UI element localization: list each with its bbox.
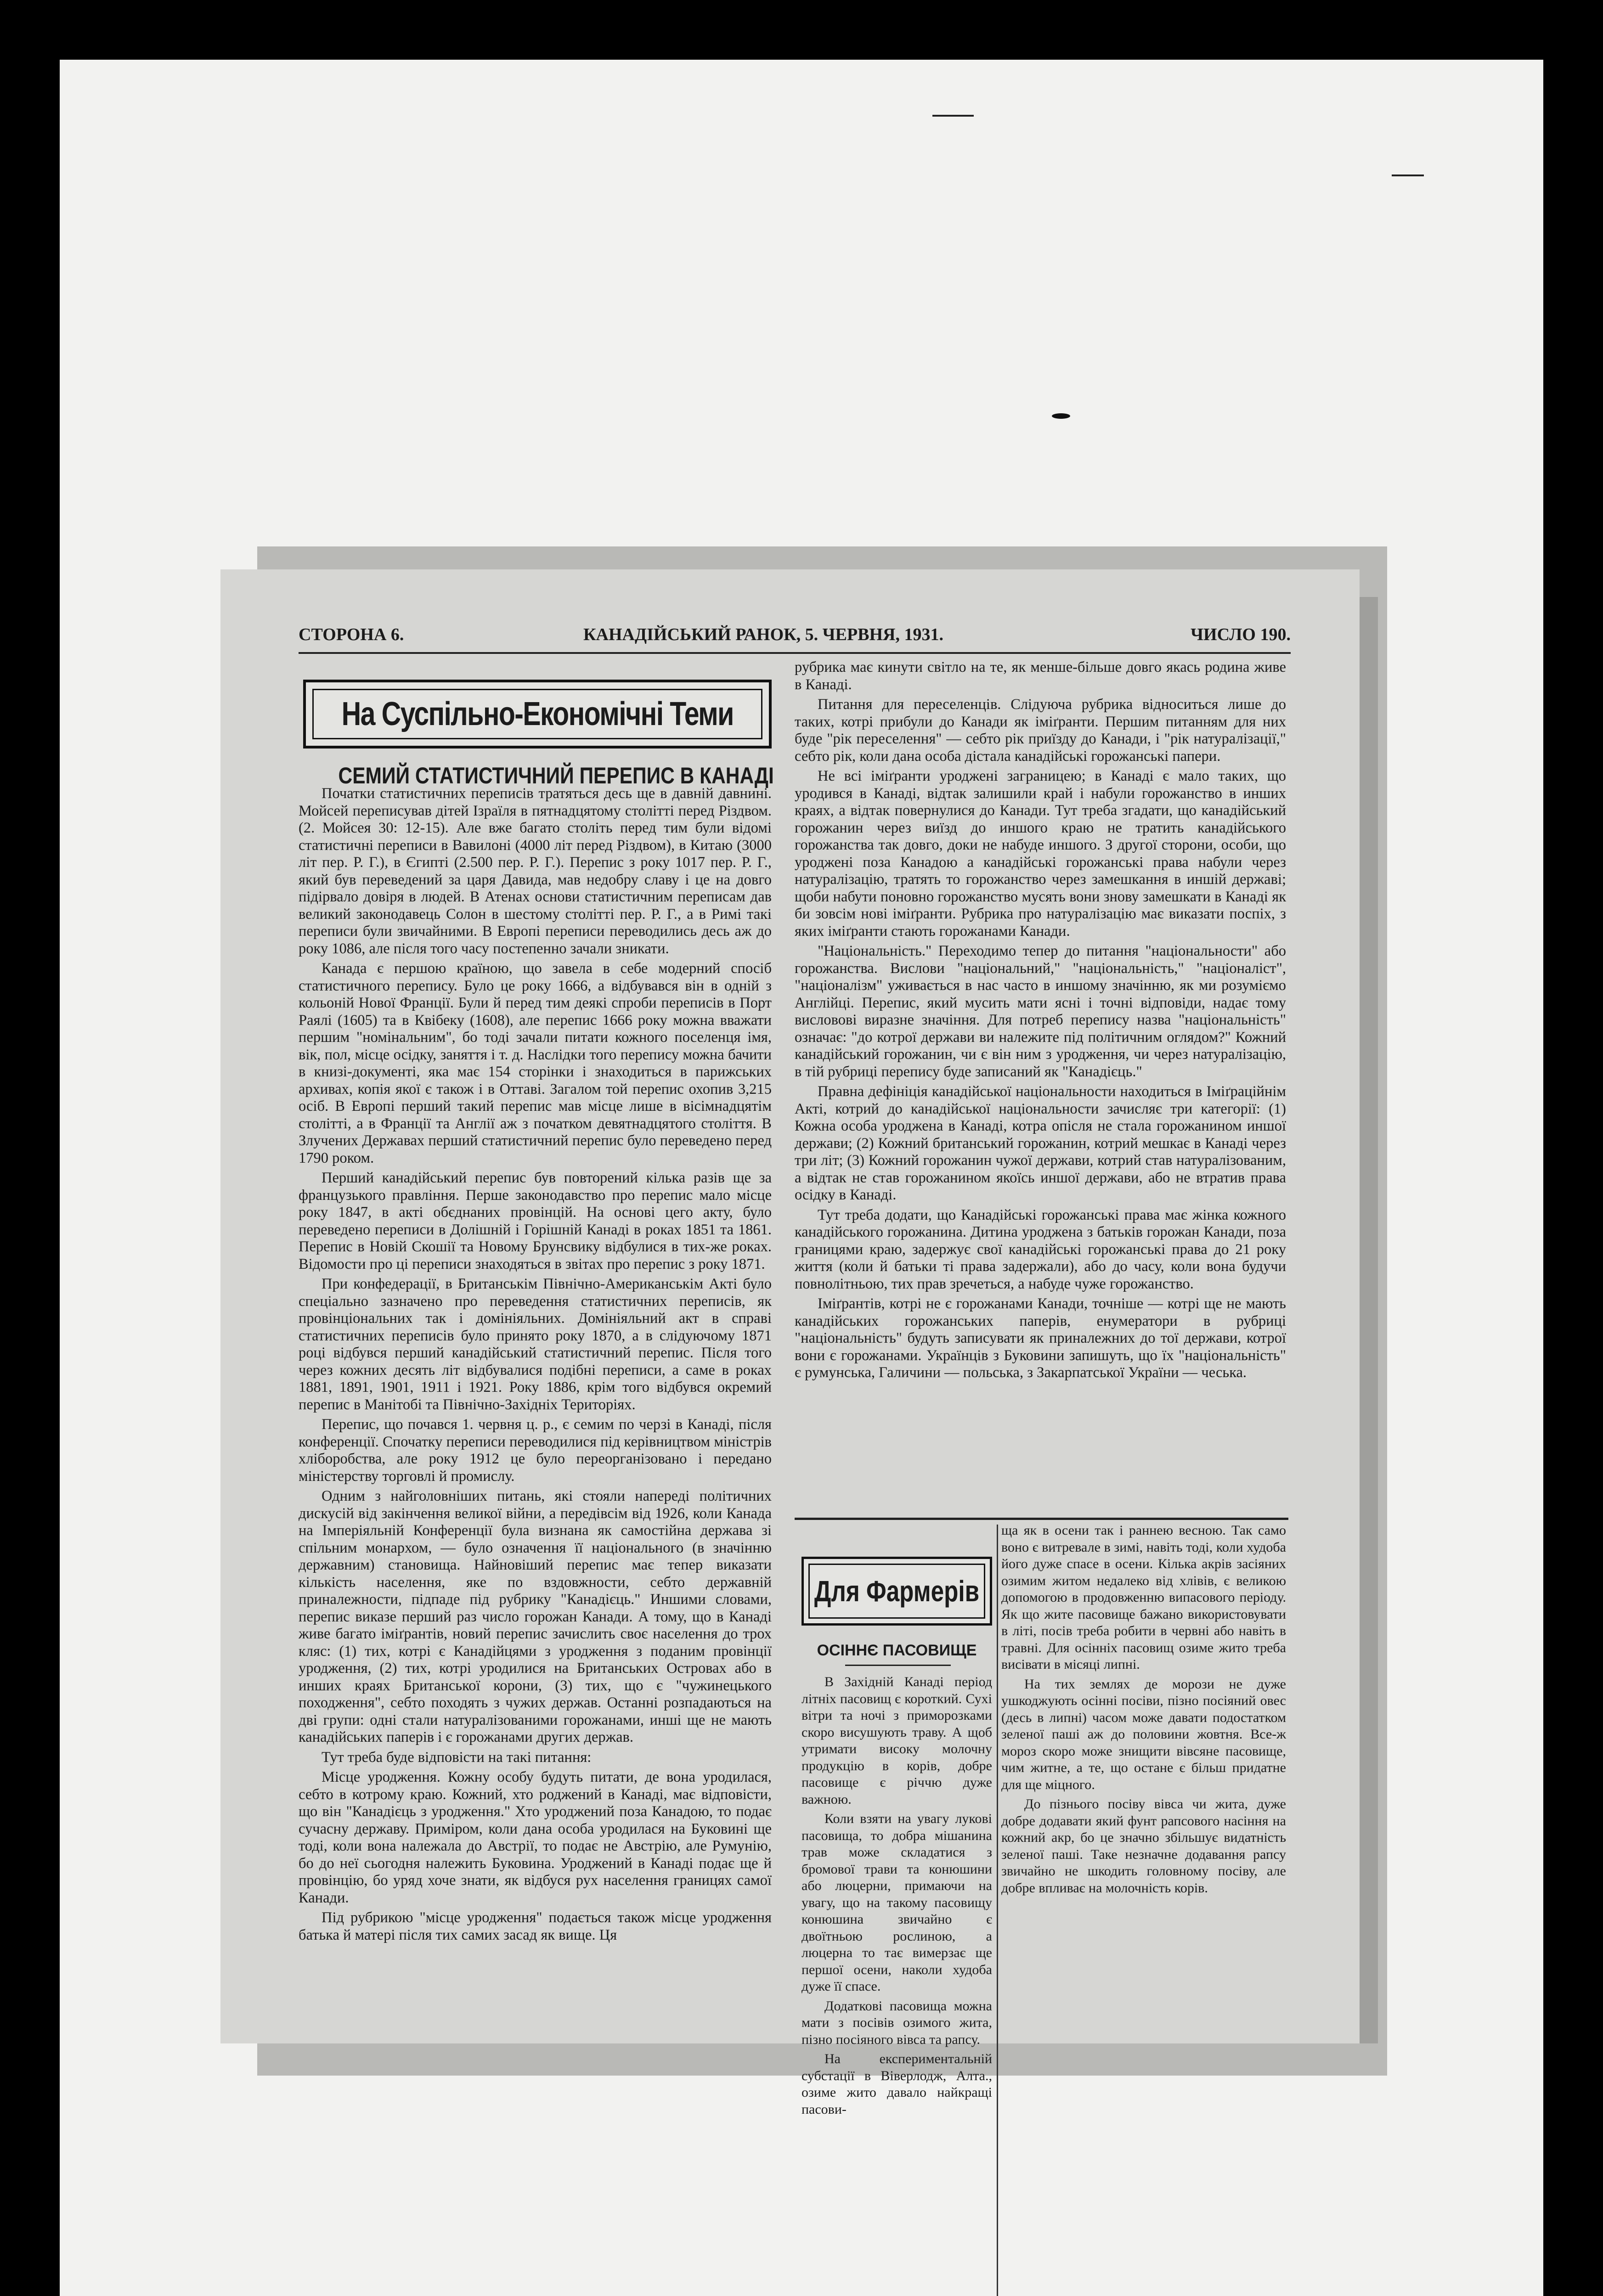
column-divider <box>997 1525 998 2296</box>
newspaper-page <box>220 569 1360 2117</box>
article-paragraph: При конфедерації, в Британськім Північно-Американськім Акті було спеціально зазначено про переведення статистичних переписів, як провінціональних так і домініяльних. Домініяльний акт в справі статистичних переписів було принято року 1870, а в слідуючому 1871 році відбувся перший канадійський статистичний перепис. Після того через кожних десять літ відбувалися подібні переписи, а саме в роках 1881, 1891, 1901, 1911 і 1921. Року 1886, крім того відбувся окремий перепис в Манітобі та Північно-Західніх Територіях. <box>299 1276 772 1413</box>
article-paragraph: Тут треба буде відповісти на такі питання: <box>322 1749 592 1766</box>
issue-number: ЧИСЛО 190. <box>1191 625 1291 644</box>
article-paragraph: Правна дефініція канадійської національности находиться в Іміґраційнім Акті, котрий до канадійської національности зачисляє три категорії: (1) Кожна особа уроджена в Канаді, котра опісля не стала горожанином иншої держави; (2) Кожний британський горожанин, котрий мешкає в Канаді через три літ; (3) Кожний горожанин чужої держави, котрий став натуралізованим, а відтак не став горожанином якоїсь иншої держави, або не втратив права осідку в Канаді. <box>795 1083 1286 1203</box>
farmers-banner-title: Для Фармерів <box>814 1575 980 1608</box>
article-paragraph: Канада є першою країною, що завела в себе модерний спосіб статистичного перепису. Було це року 1666, а відбувався він в одній з кольоній Нової Франції. Були й перед тим деякі спроби переписів в Порт Раялі (1605) та в Квібеку (1608), але перепис 1666 року можна вважати першим "номінальним", бо тоді зачали питати кожного поселенця імя, вік, пол, місце осідку, заняття і т. д. Наслідки того перепису можна бачити в книзі-документі, яка має 154 сторінки і знаходиться в парижських архивах, копія якої є також і в Оттаві. Загалом той перепис охопив 3,215 осіб. В Европі перший такий перепис мав місце лише в вісімнадцятім столітті, а в Франції та Англії аж з початком девятнадцятого століття. В Злучених Державах перший статистичний перепис було переведено перед 1790 роком. <box>299 960 772 1166</box>
section-banner-title: На Суспільно-Економічні Теми <box>341 696 734 732</box>
article-paragraph: Питання для переселенців. Слідуюча рубрика відноситься лише до таких, котрі прибули до Канади як іміґранти. Першим питанням для них буде "рік переселення" — себто рік приїзду до Канади, і "рік натуралізації," себто рік, коли дана особа дістала канадійські горожанські папери. <box>795 696 1286 765</box>
article-paragraph: Перепис, що почався 1. червня ц. р., є семим по черзі в Канаді, після конференції. Спочатку переписи переводилися під керівництвом міністрів хліборобства, але року 1912 це було переорганізовано і передано міністерству торговлі й промислу. <box>299 1416 772 1485</box>
film-scratch <box>1392 174 1424 176</box>
article-paragraph: Тут треба додати, що Канадійські горожанські права має жінка кожного канадійського горожанина. Дитина уроджена з батьків горожан Канади, поза границями краю, задержує свої канадійські горожанські права до 21 року життя (коли й батьки ті права задержали), або до часу, коли вона будучи повнолітньою, тих прав зречеться, а набуде чуже горожанство. <box>795 1206 1286 1292</box>
article-paragraph: Перший канадійський перепис був повторений кілька разів ще за французького правління. Перше законодавство про перепис мало місце року 1847, в акті обєднаних провінцій. На основі цего акту, було переведено переписи в Долішній і Горішній Канаді в роках 1851 та 1861. Перепис в Новій Скошії та Новому Брунсвику відбулися в тих-же роках. Відомости про ці переписи знаходяться в звітах про перепис з року 1871. <box>299 1170 772 1272</box>
farmers-banner <box>802 1557 992 1626</box>
farmers-paragraph: До пізнього посіву вівса чи жита, дуже добре додавати який фунт рапсового насіння на кожний акр, бо це значно збільшує видатність зеленої паші. Таке незначне додавання рапсу звичайно не шкодить головному посіву, але добре впливає на молочність корів. <box>1001 1796 1286 1896</box>
article-paragraph: Одним з найголовніших питань, які стояли напереді політичних дискусій від закінчення великої війни, а передівсім від 1926, коли Канада на Імперіяльній Конференції була визнана як самостійна держава зі спільним монархом, — було означення її національного (в значінню державним) становища. Найновіший перепис має тепер виказати кількість населення, яке по вздовжности, себто державній приналежности, підпаде під рубрику "Канадієць." Иншими словами, перепис виказе перший раз число горожан Канади. А тому, що в Канаді живе багато іміґрантів, новий перепис зачислить своє населення до трох кляс: (1) тих, котрі є Канадійцями з уродження з поданим провінції уродження, (2) тих, котрі уродилися на Британських Островах або в инших краях Британської корони, (3) тих, що є "чужинецького походження", себто походять з чужих держав. Останні розпадаються на дві групи: одні стали натуралізованими горожанами, инші ще не мають канадійських паперів і є горожанами других держав. <box>299 1488 772 1745</box>
article-paragraph: Під рубрикою "місце уродження" подається також місце уродження батька й матері після тих самих засад як вище. Ця <box>299 1909 772 1943</box>
farmers-paragraph: Додаткові пасовища можна мати з посівів озимого жита, пізно посіяного вівса та рапсу. <box>802 1998 992 2047</box>
article-left-column <box>299 785 772 1947</box>
newspaper-masthead: КАНАДІЙСЬКИЙ РАНОК, 5. ЧЕРВНЯ, 1931. <box>583 625 943 644</box>
article-paragraph: Іміґрантів, котрі не є горожанами Канади, точніше — котрі ще не мають канадійських горожанських паперів, енумератори в рубриці "національність" будуть записувати як приналежних до тої держави, котрої вони є горожанами. Українців з Буковини запишуть, що їх "національність" є румунська, Галичини — польська, з Закарпатської України — чеська. <box>795 1295 1286 1381</box>
farmers-left-column <box>802 1674 992 2121</box>
farmers-paragraph: ща як в осени так і раннею весною. Так само воно є витревале в зимі, навіть тоді, коли худоба його дуже спасе в осени. Кілька акрів засіяних озимим житом недалеко від хлівів, є великою допомогою в продовженню випасового періоду. Як що жите пасовище бажано використовувати в літі, посів треба робити в червні або навіть в травні. Для осінніх пасовищ озиме жито треба висівати в місяці липні. <box>1001 1523 1286 1672</box>
film-speck <box>1052 413 1070 419</box>
farmers-paragraph: В Західній Канаді період літніх пасовищ є короткий. Сухі вітри та ночі з приморозками скоро висушують траву. А щоб утримати високу молочну продукцію в корів, добре пасовище є річчю дуже важною. <box>802 1674 992 1807</box>
farmers-right-column <box>1001 1522 1286 1899</box>
article-paragraph: рубрика має кинути світло на те, як менше-більше довго якась родина живе в Канаді. <box>795 659 1286 693</box>
farmers-title-rule <box>845 1665 951 1666</box>
farmers-paragraph: Коли взяти на увагу лукові пасовища, то добра мішанина трав може складатися з бромової трави та конюшини або люцерни, примаючи на увагу, що на такому пасовищу конюшина звичайно є двоїтньою рослиною, а люцерна то тає вимерзає ще першої осени, наколи худоба дуже її спасе. <box>802 1811 992 1994</box>
article-right-column <box>795 659 1286 1384</box>
header-rule <box>299 652 1291 654</box>
article-paragraph: Місце уродження. Кожну особу будуть питати, де вона уродилася, себто в котрому краю. Кожний, хто роджений в Канаді, має відповісти, що він "Канадієць з уродження." Хто уроджений поза Канадою, то подає сучасну державу. Приміром, коли дана особа уродилася на Буковині ще тоді, коли вона належала до Австрії, то подає не Австрію, але Румунію, бо до неї сьогодня належить Буковина. Уроджений в Канаді подає ще й провінцію, бо уряд хоче знати, як відбуся рух населення границях самої Канади. <box>299 1769 772 1906</box>
page-edge <box>1360 597 1378 2043</box>
farmers-paragraph: На експериментальній субстації в Віверлодж, Алта., озиме жито давало найкращі пасови- <box>802 2051 992 2117</box>
farmers-paragraph: На тих землях де морози не дуже ушкоджують осінні посіви, пізно посіяний овес (десь в липні) часом може давати подостатком зеленої паші аж до половини жовтня. Все-ж мороз скоро може знищити вівсяне пасовище, чим житне, а те, що остане є більш придатне для ще міцного. <box>1001 1676 1286 1792</box>
farmers-article-title: ОСІННЄ ПАСОВИЩЕ <box>817 1642 977 1659</box>
article-title: СЕМИЙ СТАТИСТИЧНИЙ ПЕРЕПИС В КАНАДІ <box>338 763 774 788</box>
section-divider <box>795 1518 1288 1520</box>
film-scratch <box>932 115 974 117</box>
page-number: СТОРОНА 6. <box>299 625 404 644</box>
article-paragraph: Початки статистичних переписів тратяться десь ще в давній давнині. Мойсей переписував дітей Ізраїля в пятнадцятому столітті перед Різдвом. (2. Мойсея 30: 12-15). Але вже багато століть перед тим були відомі статистичні переписи в Вавилоні (4000 літ перед Різдвом), в Китаю (3000 літ пер. Р. Г.), в Єгипті (2.500 пер. Р. Г.). Перепис з року 1017 пер. Р. Г., який був переведений за царя Давида, мав недобру славу і це на довго підірвало довіря в людей. В Атенах основи статистичним переписам дав великий законодавець Солон в шестому столітті пер. Р. Г., а в Римі такі переписи були звичайними. В Европі переписи переводились десь аж до року 1086, але після того часу постепенно зачали зникати. <box>299 785 772 957</box>
page-header <box>299 625 1291 652</box>
article-paragraph: Не всі іміґранти уроджені заграницею; в Канаді є мало таких, що уродився в Канаді, відтак залишили край і набули горожанство в инших краях, а відтак повернулися до Канади. Тут треба згадати, що канадійський горожанин через виїзд до иншого краю не тратить канадійського горожанства так довго, доки не набуде иншого. З другої сторони, особи, що уроджені поза Канадою а канадійські горожанські права набули через натуралізацію, тратять то горожанство через замешкання в иншій державі; щоби набути поновно горожанство мусять вони знову замешкати в Канаді як би зовсім нові іміґранти. Рубрика про натуралізацію має виказати поспіх, з яких іміґранти стають горожанами Канади. <box>795 768 1286 940</box>
section-banner <box>303 680 772 748</box>
article-paragraph: "Національність." Переходимо тепер до питання "національности" або горожанства. Вислови "національний," "національність," "націоналіст", "націоналізм" уживається в нас часто в иншому значінню, як ми розуміємо Англійці. Перепис, який мусить мати ясні і точні відповіди, надає тому висловові виразне значіння. Для потреб перепису назва "національність" означає: "до котрої держави ви належите під політичним оглядом?" Кожний канадійський горожанин, чи є він ним з уродження, чи через натуралізацію, в тій рубриці перепису буде записаний як "Канадієць." <box>795 943 1286 1080</box>
